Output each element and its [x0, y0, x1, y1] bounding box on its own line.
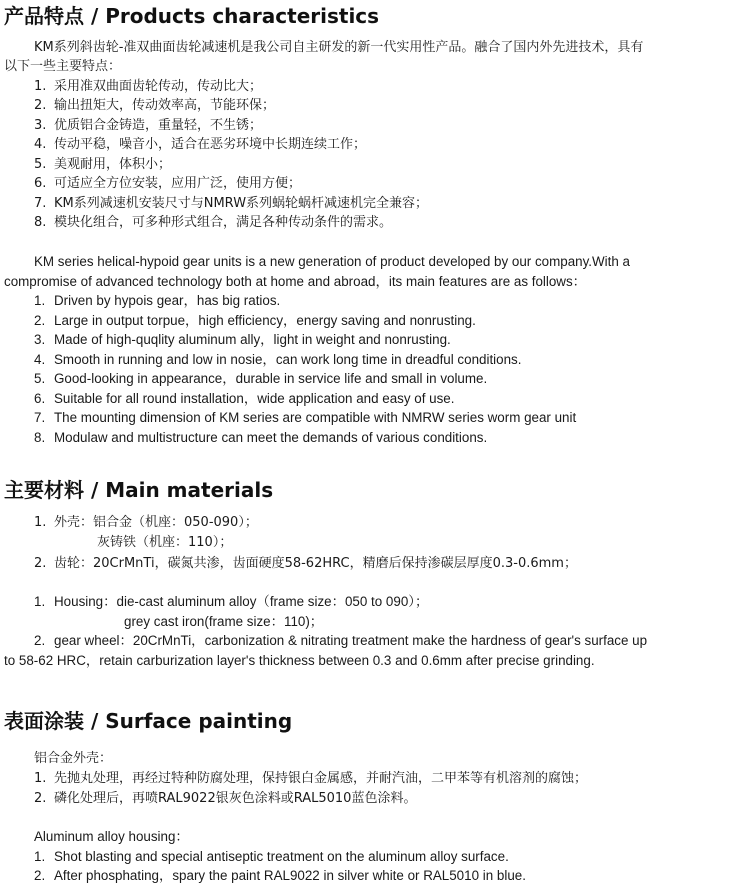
products-cn-item-4 [34, 135, 366, 154]
item-text: Shot blasting and special antiseptic treatment on the aluminum alloy surface. [54, 849, 509, 864]
item-text: 齿轮：20CrMnTi，碳氮共渗，齿面硬度58-62HRC，精磨后保持渗碳层厚度0.3-0.6mm； [54, 556, 577, 571]
products-cn-intro-line-2: 以下一些主要特点： [4, 59, 122, 74]
materials-en-item-1-continuation: grey cast iron(frame size：110)； [124, 614, 324, 629]
painting-en-intro: Aluminum alloy housing： [34, 829, 189, 844]
item-number: 6. [34, 391, 46, 406]
item-number: 8. [34, 215, 47, 230]
item-number: 2. [34, 791, 47, 806]
item-number: 5. [34, 157, 47, 172]
products-cn-item-2 [34, 96, 275, 115]
item-text: Smooth in running and low in nosie，can work long time in dreadful conditions. [54, 352, 522, 367]
products-cn-item-8 [34, 213, 392, 232]
products-en-intro-line-1: KM series helical-hypoid gear units is a new generation of product developed by our company.With a [34, 254, 630, 269]
item-text: After phosphating，spary the paint RAL9022 in silver white or RAL5010 in blue. [54, 868, 526, 883]
painting-en-item-2 [34, 866, 526, 885]
products-en-item-1 [34, 291, 280, 310]
item-text: Suitable for all round installation，wide application and easy of use. [54, 391, 455, 406]
item-number: 2. [34, 98, 47, 113]
products-en-item-7 [34, 408, 576, 427]
item-number: 4. [34, 137, 47, 152]
products-en-intro-line-2: compromise of advanced technology both at home and abroad，its main features are as follows： [4, 274, 587, 289]
item-number: 1. [34, 515, 47, 530]
products-en-item-3 [34, 330, 451, 349]
products-cn-item-3 [34, 116, 262, 135]
item-text: 先抛丸处理，再经过特种防腐处理，保持银白金属感，并耐汽油，二甲苯等有机溶剂的腐蚀； [54, 771, 588, 786]
products-cn-item-5 [34, 155, 171, 174]
item-number: 1. [34, 293, 46, 308]
item-text: gear wheel：20CrMnTi，carbonization & nitrating treatment make the hardness of gear's surface up [54, 633, 648, 648]
item-number: 8. [34, 430, 46, 445]
painting-cn-intro: 铝合金外壳： [34, 751, 113, 766]
item-number: 7. [34, 196, 47, 211]
products-cn-item-1 [34, 77, 262, 96]
item-text: 磷化处理后，再喷RAL9022银灰色涂料或RAL5010蓝色涂料。 [54, 791, 417, 806]
item-number: 3. [34, 118, 47, 133]
products-en-item-4 [34, 350, 521, 369]
materials-cn-item-1 [34, 513, 258, 532]
item-text: Large in output torpue，high efficiency，energy saving and nonrusting. [54, 313, 476, 328]
materials-en-item-2-continuation: to 58-62 HRC，retain carburization layer's thickness between 0.3 and 0.6mm after precise grinding. [4, 653, 595, 668]
item-text: 模块化组合，可多种形式组合，满足各种传动条件的需求。 [54, 215, 393, 230]
item-number: 6. [34, 176, 47, 191]
item-number: 1. [34, 79, 47, 94]
painting-heading: 表面涂装 / Surface painting [4, 709, 293, 733]
item-text: Made of high-quqlity aluminum ally，light in weight and nonrusting. [54, 332, 451, 347]
item-number: 4. [34, 352, 46, 367]
item-text: 采用准双曲面齿轮传动，传动比大； [54, 79, 263, 94]
products-en-item-6 [34, 389, 454, 408]
item-text: The mounting dimension of KM series are compatible with NMRW series worm gear unit [54, 410, 577, 425]
item-number: 2. [34, 556, 47, 571]
item-number: 2. [34, 868, 46, 883]
painting-cn-item-1 [34, 769, 587, 788]
item-text: 美观耐用，体积小； [54, 157, 172, 172]
item-number: 2. [34, 633, 46, 648]
item-text: Housing：die-cast aluminum alloy（frame size：050 to 090）； [54, 594, 429, 609]
products-en-item-2 [34, 311, 476, 330]
materials-cn-item-2 [34, 554, 577, 573]
products-cn-item-6 [34, 174, 301, 193]
item-number: 2. [34, 313, 46, 328]
products-en-item-5 [34, 369, 487, 388]
item-text: 输出扭矩大，传动效率高，节能环保； [54, 98, 276, 113]
item-number: 3. [34, 332, 46, 347]
products-cn-item-7 [34, 194, 428, 213]
item-text: Good-looking in appearance，durable in service life and small in volume. [54, 371, 488, 386]
item-number: 1. [34, 849, 46, 864]
item-number: 1. [34, 594, 46, 609]
item-text: KM系列减速机安装尺寸与NMRW系列蜗轮蜗杆减速机完全兼容； [54, 196, 429, 211]
materials-en-item-2 [34, 631, 647, 650]
item-text: Driven by hypois gear，has big ratios. [54, 293, 281, 308]
item-number: 1. [34, 771, 47, 786]
item-number: 7. [34, 410, 46, 425]
painting-en-item-1 [34, 847, 509, 866]
item-text: 优质铝合金铸造，重量轻，不生锈； [54, 118, 263, 133]
item-text: 传动平稳，噪音小，适合在恶劣环境中长期连续工作； [54, 137, 367, 152]
materials-cn-item-1-continuation: 灰铸铁（机座：110）； [97, 535, 233, 550]
products-cn-intro-line-1: KM系列斜齿轮-准双曲面齿轮减速机是我公司自主研发的新一代实用性产品。融合了国内外先进技术，具有 [34, 40, 644, 55]
painting-cn-item-2 [34, 789, 416, 808]
products-en-item-8 [34, 428, 487, 447]
materials-en-item-1 [34, 592, 428, 611]
item-text: Modulaw and multistructure can meet the demands of various conditions. [54, 430, 488, 445]
item-number: 5. [34, 371, 46, 386]
item-text: 可适应全方位安装，应用广泛，使用方便； [54, 176, 302, 191]
materials-heading: 主要材料 / Main materials [4, 478, 274, 502]
item-text: 外壳：铝合金（机座：050-090）； [54, 515, 258, 530]
products-heading: 产品特点 / Products characteristics [4, 4, 380, 28]
